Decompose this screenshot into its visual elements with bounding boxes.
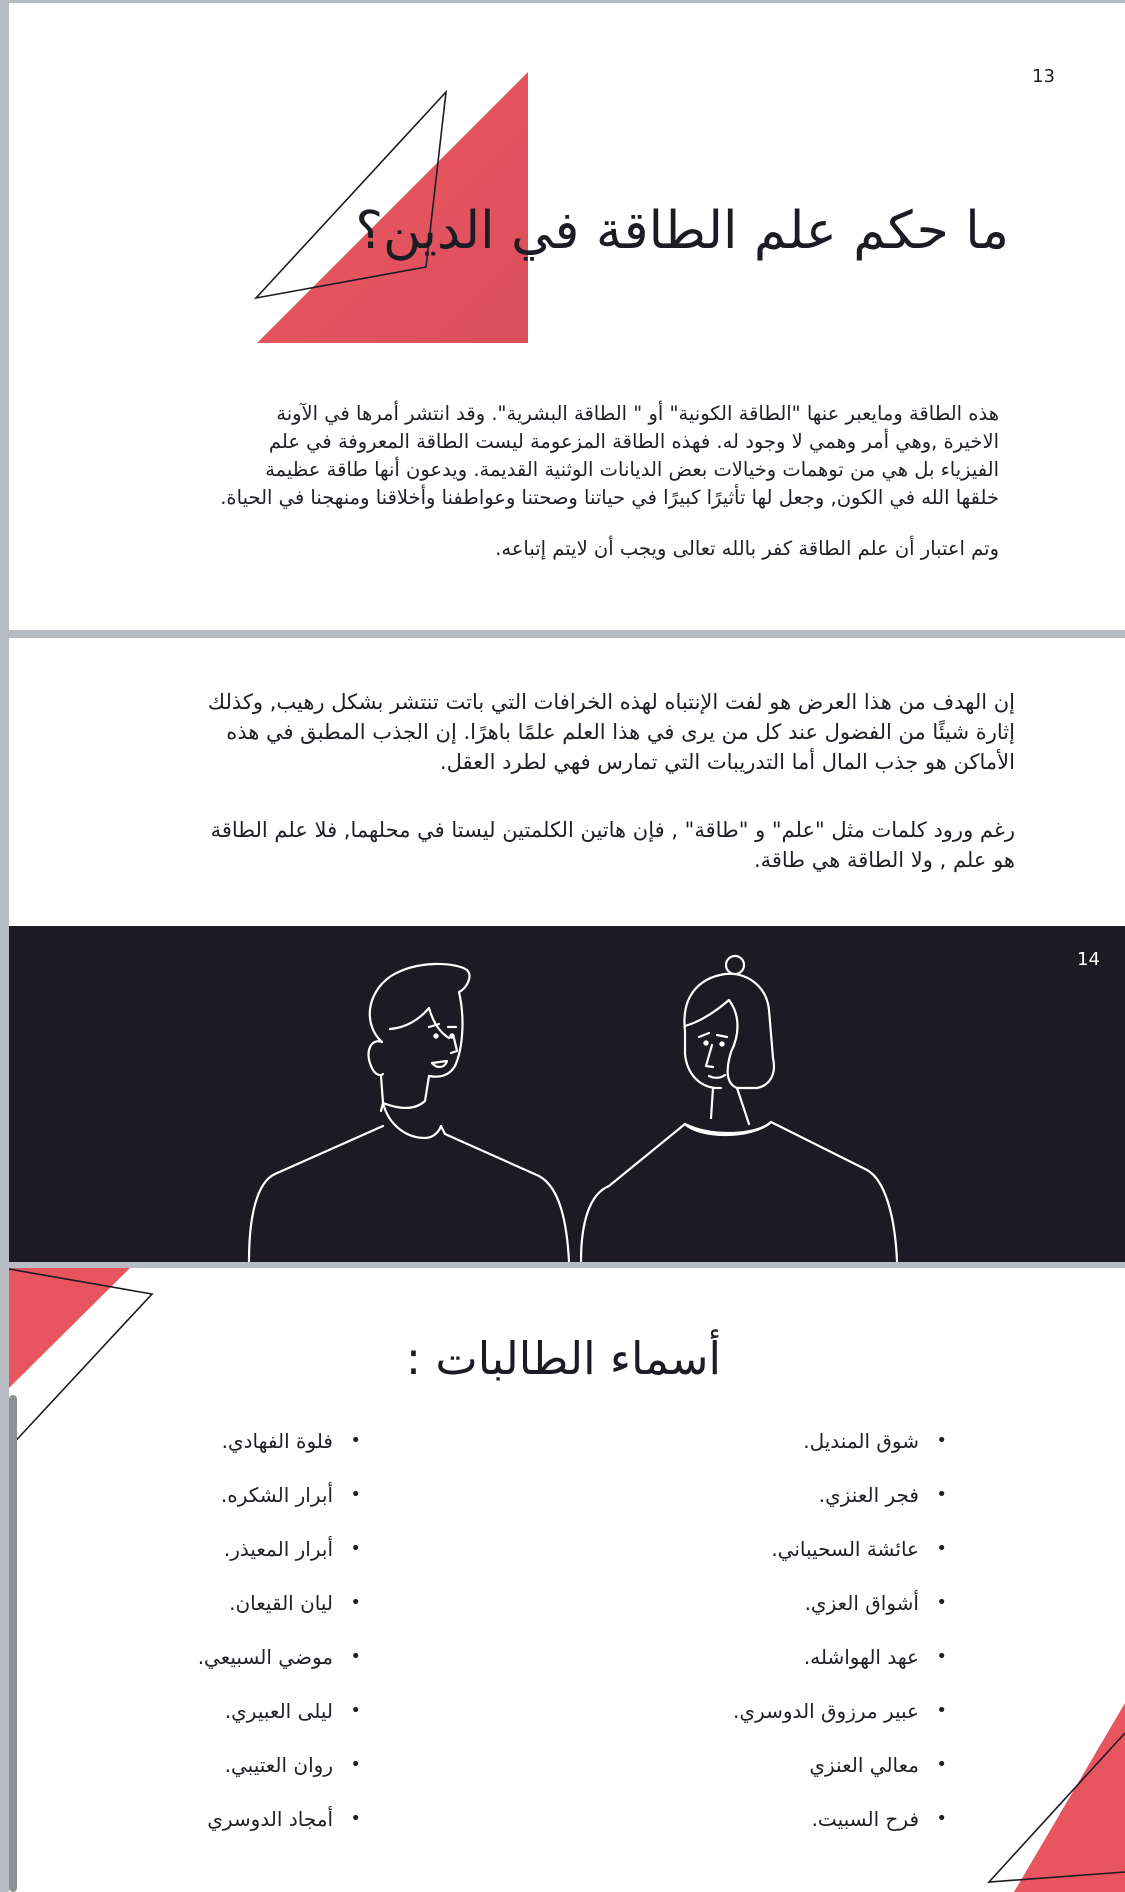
list-item: • ليلى العبيري. xyxy=(198,1695,361,1749)
list-item: • عائشة السحيباني. xyxy=(733,1533,947,1587)
top-left-red-triangle xyxy=(9,1268,130,1388)
slide-title: ما حكم علم الطاقة في الدين؟ xyxy=(355,201,1009,261)
names-list-left xyxy=(198,1425,361,1857)
list-item: • أبرار المعيذر. xyxy=(198,1533,361,1587)
page-number: 13 xyxy=(1032,66,1055,87)
paragraph-energy-description: هذه الطاقة ومايعبر عنها "الطاقة الكونية" أو " الطاقة البشرية". وقد انتشر أمرها في الآونة الاخيرة ,وهي أمر وهمي لا وجود له. فهذه الطاقة المزعومة ليست الطاقة المعروفة في علم الفيزياء بل هي من توهمات وخيالات بعض الديانات الوثنية القديمة. ويدعون أنها طاقة عظيمة خلقها الله في الكون, وجعل لها تأثيرًا كبيرًا في حياتنا وصحتنا وعواطفنا وأخلاقنا ومنهجنا في الحياة. xyxy=(220,402,999,509)
bottom-right-red-triangle xyxy=(1014,1703,1125,1892)
list-item: • فلوة الفهادي. xyxy=(198,1425,361,1479)
paragraph-purpose: إن الهدف من هذا العرض هو لفت الإنتباه لهذه الخرافات التي باتت تنتشر بشكل رهيب, وكذلك إثارة شيئًا من الفضول عند كل من يرى في هذا العلم علمًا باهرًا. إن الجذب المطبق في هذه الأماكن هو جذب المال أما التدريبات التي تمارس فهي لطرد العقل. xyxy=(207,690,1015,774)
two-people-illustration xyxy=(9,926,1125,1262)
list-item: • روان العتيبي. xyxy=(198,1749,361,1803)
list-item: • عبير مرزوق الدوسري. xyxy=(733,1695,947,1749)
list-item: • معالي العنزي xyxy=(733,1749,947,1803)
slide-purpose xyxy=(9,638,1125,926)
list-item: • ليان القيعان. xyxy=(198,1587,361,1641)
man-figure xyxy=(249,964,569,1261)
slide-student-names xyxy=(9,1268,1125,1892)
names-list-right xyxy=(733,1425,947,1857)
woman-figure xyxy=(581,956,897,1261)
paragraph-ruling: وتم اعتبار أن علم الطاقة كفر بالله تعالى ويجب أن لايتم إتباعه. xyxy=(495,537,999,560)
slide-13 xyxy=(9,3,1125,630)
names-title: أسماء الطالبات : xyxy=(405,1332,721,1385)
list-item: • أشواق العزي. xyxy=(733,1587,947,1641)
list-item: • عهد الهواشله. xyxy=(733,1641,947,1695)
slide-14 xyxy=(9,926,1125,1262)
list-item: • موضي السبيعي. xyxy=(198,1641,361,1695)
list-item: • فجر العنزي. xyxy=(733,1479,947,1533)
page-number: 14 xyxy=(1077,949,1100,970)
scrollbar-thumb[interactable] xyxy=(9,1395,17,1892)
list-item: • أبرار الشكره. xyxy=(198,1479,361,1533)
list-item: • أمجاد الدوسري xyxy=(198,1803,361,1857)
paragraph-words-note: رغم ورود كلمات مثل "علم" و "طاقة" , فإن هاتين الكلمتين ليستا في محلهما, فلا علم الطاقة هو علم , ولا الطاقة هي طاقة. xyxy=(210,818,1015,872)
list-item: • فرح السبيت. xyxy=(733,1803,947,1857)
list-item: • شوق المنديل. xyxy=(733,1425,947,1479)
